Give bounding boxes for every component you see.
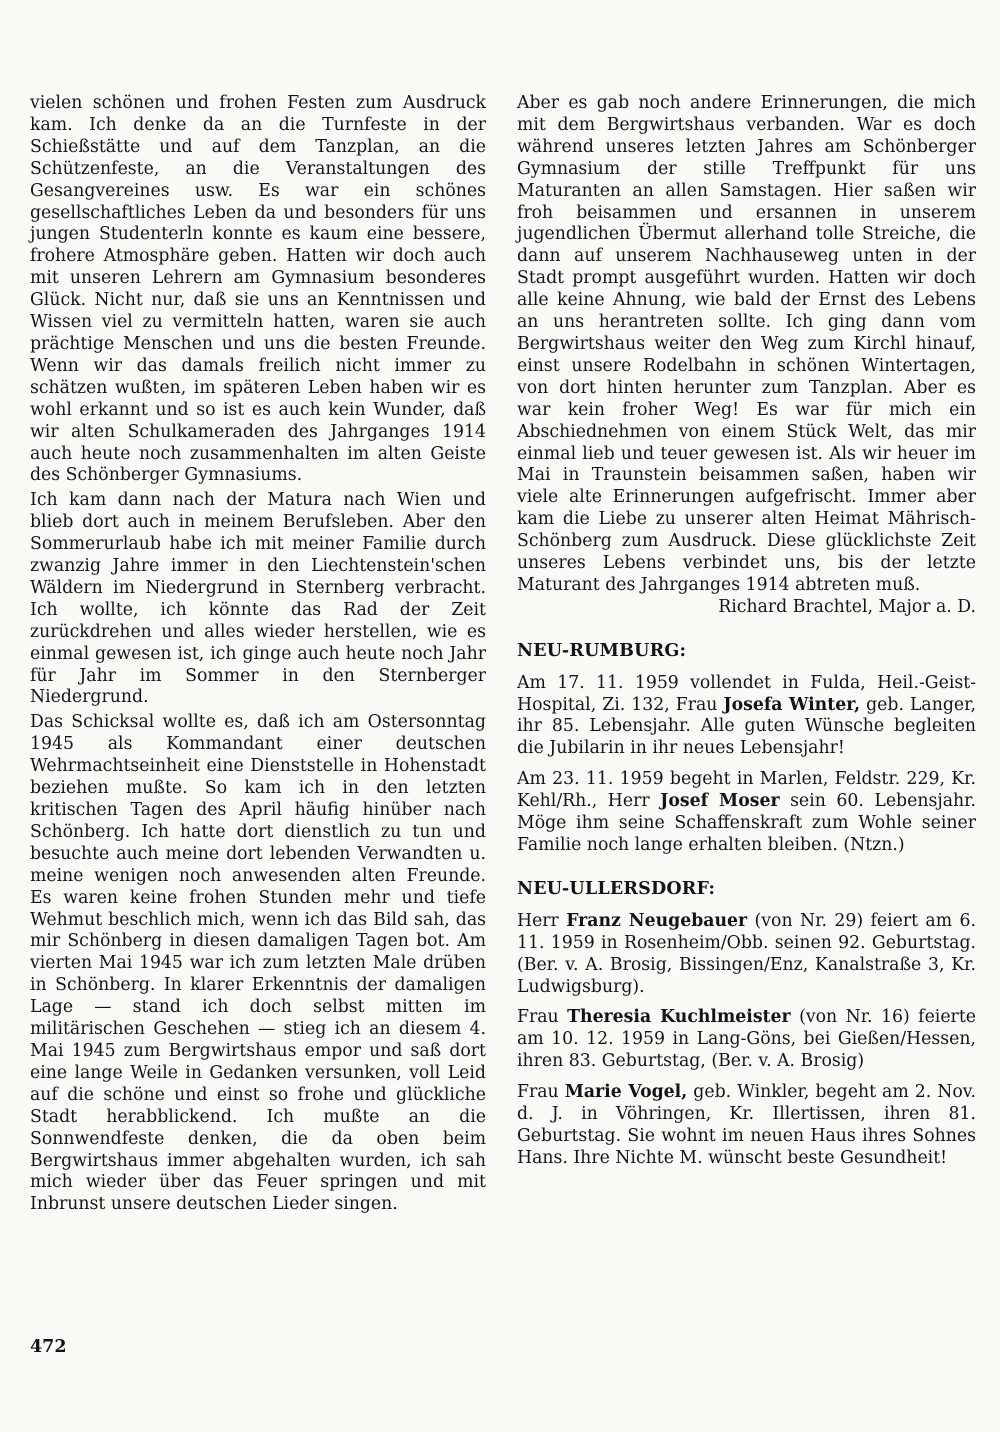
left-paragraph-3: Das Schicksal wollte es, daß ich am Ostersonntag 1945 als Kommandant einer deutschen Wehrmachtseinheit eine Dienststelle in Hohenstadt beziehen mußte. So kam ich in den letzten kritischen Tagen des April häufig hinüber nach Schönberg. Ich hatte dort dienstlich zu tun und besuchte auch meine dort lebenden Verwandten u. meine wenigen noch anwesenden alten Freunde. Es waren keine frohen Stunden mehr und tiefe Wehmut beschlich mich, wenn ich das Bild sah, das mir Schönberg in diesen damaligen Tagen bot. Am vierten Mai 1945 war ich zum letzten Male drüben in Schönberg. In klarer Erkenntnis der damaligen Lage — stand ich doch selbst mitten im militärischen Geschehen — stieg ich an diesem 4. Mai 1945 zum Bergwirtshaus empor und saß dort eine lange Weile in Gedanken versunken, voll Leid auf die schöne und einst so frohe und glückliche Stadt herabblickend. Ich mußte an die Sonnwendfeste denken, die da oben beim Bergwirtshaus immer abgehalten wurden, ich sah mich wieder über das Feuer springen und mit Inbrunst unsere deutschen Lieder singen. [30, 712, 486, 1215]
section-heading-neu-rumburg: NEU-RUMBURG: [517, 640, 687, 661]
entry-text: Am 17. 11. 1959 vollendet in Fulda, Heil.-Geist-Hospital, Zi. 132, Frau [517, 672, 976, 715]
birthday-entry [517, 911, 976, 999]
entry-text: (von Nr. 29) feiert am 6. 11. 1959 in Rosenheim/Obb. seinen 92. Geburtstag. (Ber. v. A. Brosig, Bissingen/Enz, Kanalstraße 3, Kr. Ludwigsburg). [517, 910, 977, 997]
entry-text: Frau [517, 1007, 568, 1028]
person-name: Franz Neugebauer [566, 910, 748, 931]
entry-text: sein 60. Lebensjahr. Möge ihm seine Schaffenskraft zum Wohle seiner Familie noch lange erhalten bleiben. (Ntzn.) [517, 791, 976, 855]
entry-text: geb. Langer, ihr 85. Lebensjahr. Alle guten Wünsche begleiten die Jubilarin in ihr neues Lebensjahr! [517, 694, 977, 759]
entry-text: (von Nr. 16) feierte am 10. 12. 1959 in Lang-Göns, bei Gießen/Hessen, ihren 83. Geburtstag, (Ber. v. A. Brosig) [517, 1007, 976, 1072]
right-paragraph: Aber es gab noch andere Erinnerungen, die mich mit dem Bergwirtshaus verbanden. War es doch während unseres letzten Jahres am Schönberger Gymnasium der stille Treffpunkt für uns Maturanten an allen Samstagen. Hier saßen wir froh beisammen und ersannen in unserem jugendlichen Übermut allerhand tolle Streiche, die dann auf unserem Nachhauseweg unten in der Stadt prompt ausgeführt wurden. Hatten wir doch alle keine Ahnung, wie bald der Ernst des Lebens an uns herantreten sollte. Ich ging dann vom Bergwirtshaus weiter den Weg zum Kirchl hinauf, einst unsere Rodelbahn in schönen Wintertagen, von dort hinten herunter zum Tanzplan. Aber es war kein froher Weg! Es war für mich ein Abschiednehmen von einem Stück Welt, das mir einmal lieb und teuer gewesen ist. Als wir heuer im Mai in Traunstein beisammen saßen, haben wir viele alte Erinnerungen aufgefrischt. Immer aber kam die Liebe zu unserer alten Heimat Mährisch-Schönberg zum Ausdruck. Diese glücklichste Zeit unseres Lebens verbindet uns, bis der letzte Maturant des Jahrganges 1914 abtreten muß. [517, 93, 976, 595]
left-column [30, 93, 486, 1216]
entry-text: Am 23. 11. 1959 begeht in Marlen, Feldstr. 229, Kr. Kehl/Rh., Herr [517, 769, 976, 812]
left-paragraph-1: vielen schönen und frohen Festen zum Ausdruck kam. Ich denke da an die Turnfeste in der Schießstätte und auf dem Tanzplan, an die Schützenfeste, an die Veranstaltungen des Gesangvereines usw. Es war ein schönes gesellschaftliches Leben da und besonders für uns jungen Studenterln konnte es kaum eine bessere, frohere Atmosphäre geben. Hatten wir doch auch mit unseren Lehrern am Gymnasium besonderes Glück. Nicht nur, daß sie uns an Kenntnissen und Wissen viel zu vermitteln hatten, waren sie auch prächtige Menschen und uns die besten Freunde. Wenn wir das damals freilich nicht immer zu schätzen wußten, im späteren Leben haben wir es wohl erkannt und so ist es auch kein Wunder, daß wir alten Schulkameraden des Jahrganges 1914 auch heute noch zusammenhalten im alten Geiste des Schönberger Gymnasiums. [30, 93, 486, 486]
birthday-entry [517, 1007, 976, 1073]
page-number: 472 [30, 1337, 67, 1357]
person-name: Josef Moser [660, 791, 780, 812]
entry-text: Frau [517, 1082, 565, 1103]
person-name: Theresia Kuchlmeister [567, 1007, 791, 1028]
left-paragraph-2: Ich kam dann nach der Matura nach Wien und blieb dort auch in meinem Berufsleben. Aber den Sommerurlaub habe ich mit meiner Familie durch zwanzig Jahre immer in den Liechtenstein'schen Wäldern im Niedergrund in Sternberg verbracht. Ich wollte, ich könnte das Rad der Zeit zurückdrehen und alles wieder herstellen, wie es einmal gewesen ist, ich ginge auch heute noch Jahr für Jahr im Sommer in den Sternberger Niedergrund. [30, 490, 486, 708]
person-name: Marie Vogel, [564, 1082, 688, 1103]
birthday-entry [517, 1082, 976, 1170]
entry-text: geb. Winkler, begeht am 2. Nov. d. J. in Vöhringen, Kr. Illertissen, ihren 81. Geburtstag. Sie wohnt im neuen Haus ihres Sohnes Hans. Ihre Nichte M. wünscht beste Gesundheit! [517, 1082, 977, 1168]
author-signature: Richard Brachtel, Major a. D. [718, 596, 976, 617]
entry-text: Herr [517, 910, 567, 931]
birthday-entry [517, 673, 976, 761]
section-heading-neu-ullersdorf: NEU-ULLERSDORF: [517, 878, 716, 899]
right-column [517, 93, 976, 1170]
birthday-entry [517, 769, 976, 857]
person-name: Josefa Winter, [723, 694, 861, 715]
